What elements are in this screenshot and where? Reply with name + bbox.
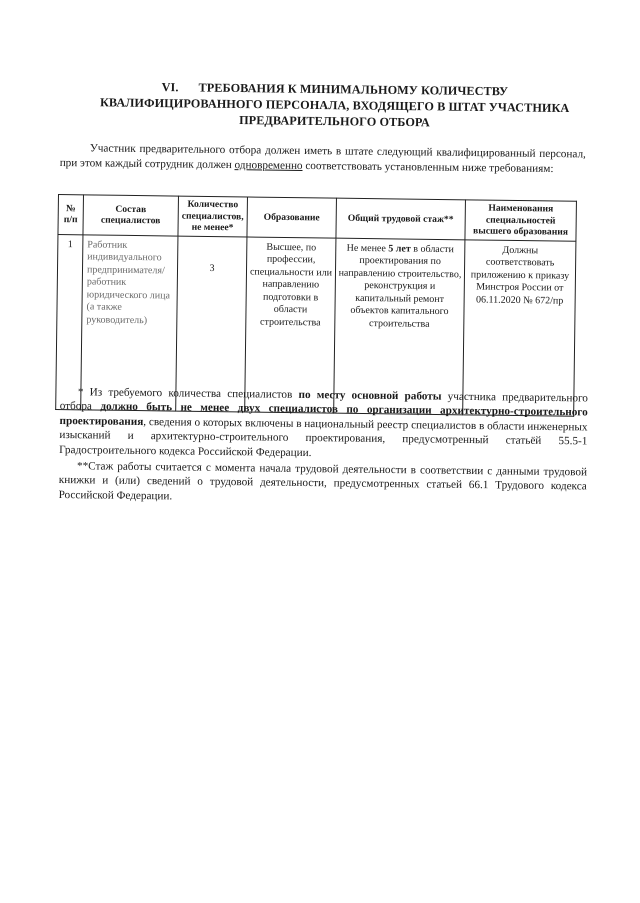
cell-education: Высшее, по профессии, специальности или направлению подготовки в области строительства [245, 236, 336, 412]
heading-text-1: ТРЕБОВАНИЯ К МИНИМАЛЬНОМУ КОЛИЧЕСТВУ [198, 80, 509, 99]
header-degree: Наименования специальностей высшего образования [465, 200, 577, 241]
header-staff: Состав специалистов [83, 195, 179, 236]
section-heading [74, 78, 595, 132]
footnotes [59, 385, 588, 509]
footnote-1: * Из требуемого количества специалистов по месту основной работы участника предварительного отбора должно быть не менее двух специалистов по организации архитектурно-строительного проектирования, сведения о которых включены в национальный реестр специалистов в области инженерных изысканий и архитектурно-строительного проектирования, предусмотренный статьёй 55.5-1 Градостроительного кодекса Российской Федерации. [59, 386, 588, 459]
heading-line-2: КВАЛИФИЦИРОВАННОГО ПЕРСОНАЛА, ВХОДЯЩЕГО В ШТАТ УЧАСТНИКА [99, 95, 570, 116]
cell-number: 1 [56, 234, 83, 409]
cell-experience: Не менее 5 лет в области проектирования по направлению строительство, реконструкция и капитальный ремонт объектов капитального строительства [334, 238, 465, 415]
intro-paragraph [60, 141, 586, 177]
cell-quantity: 3 [176, 236, 247, 412]
cell-degree: Должны соответствовать приложению к приказу Минстроя России от 06.11.2020 № 672/пр [463, 239, 576, 415]
header-number: № п/п [58, 195, 84, 235]
header-experience: Общий трудовой стаж** [336, 198, 466, 239]
header-quantity: Количество специалистов, не менее* [178, 196, 248, 236]
table-header-row [58, 195, 576, 241]
header-education: Образование [247, 197, 337, 238]
footnote-2: **Стаж работы считается с момента начала трудовой деятельности в соответствии с данными трудовой книжки и (или) сведений о трудовой деятельности, предусмотренных статьей 66.1 Трудового кодекса Российской Федерации. [58, 460, 588, 503]
requirements-table [55, 194, 577, 416]
intro-text-before: Участник предварительного отбора должен иметь в штате следующий квалифицированный персонал, при этом каждый сотрудник должен [59, 142, 586, 172]
cell-staff: Работник индивидуального предпринимателя/ работник юридического лица (а также руководитель) [81, 234, 178, 410]
intro-underlined-word: одновременно [234, 159, 303, 172]
heading-line-3: ПРЕДВАРИТЕЛЬНОГО ОТБОРА [239, 113, 430, 130]
section-number: VI. [161, 80, 179, 95]
intro-text-after: соответствовать установленным ниже требованиям: [305, 159, 554, 176]
